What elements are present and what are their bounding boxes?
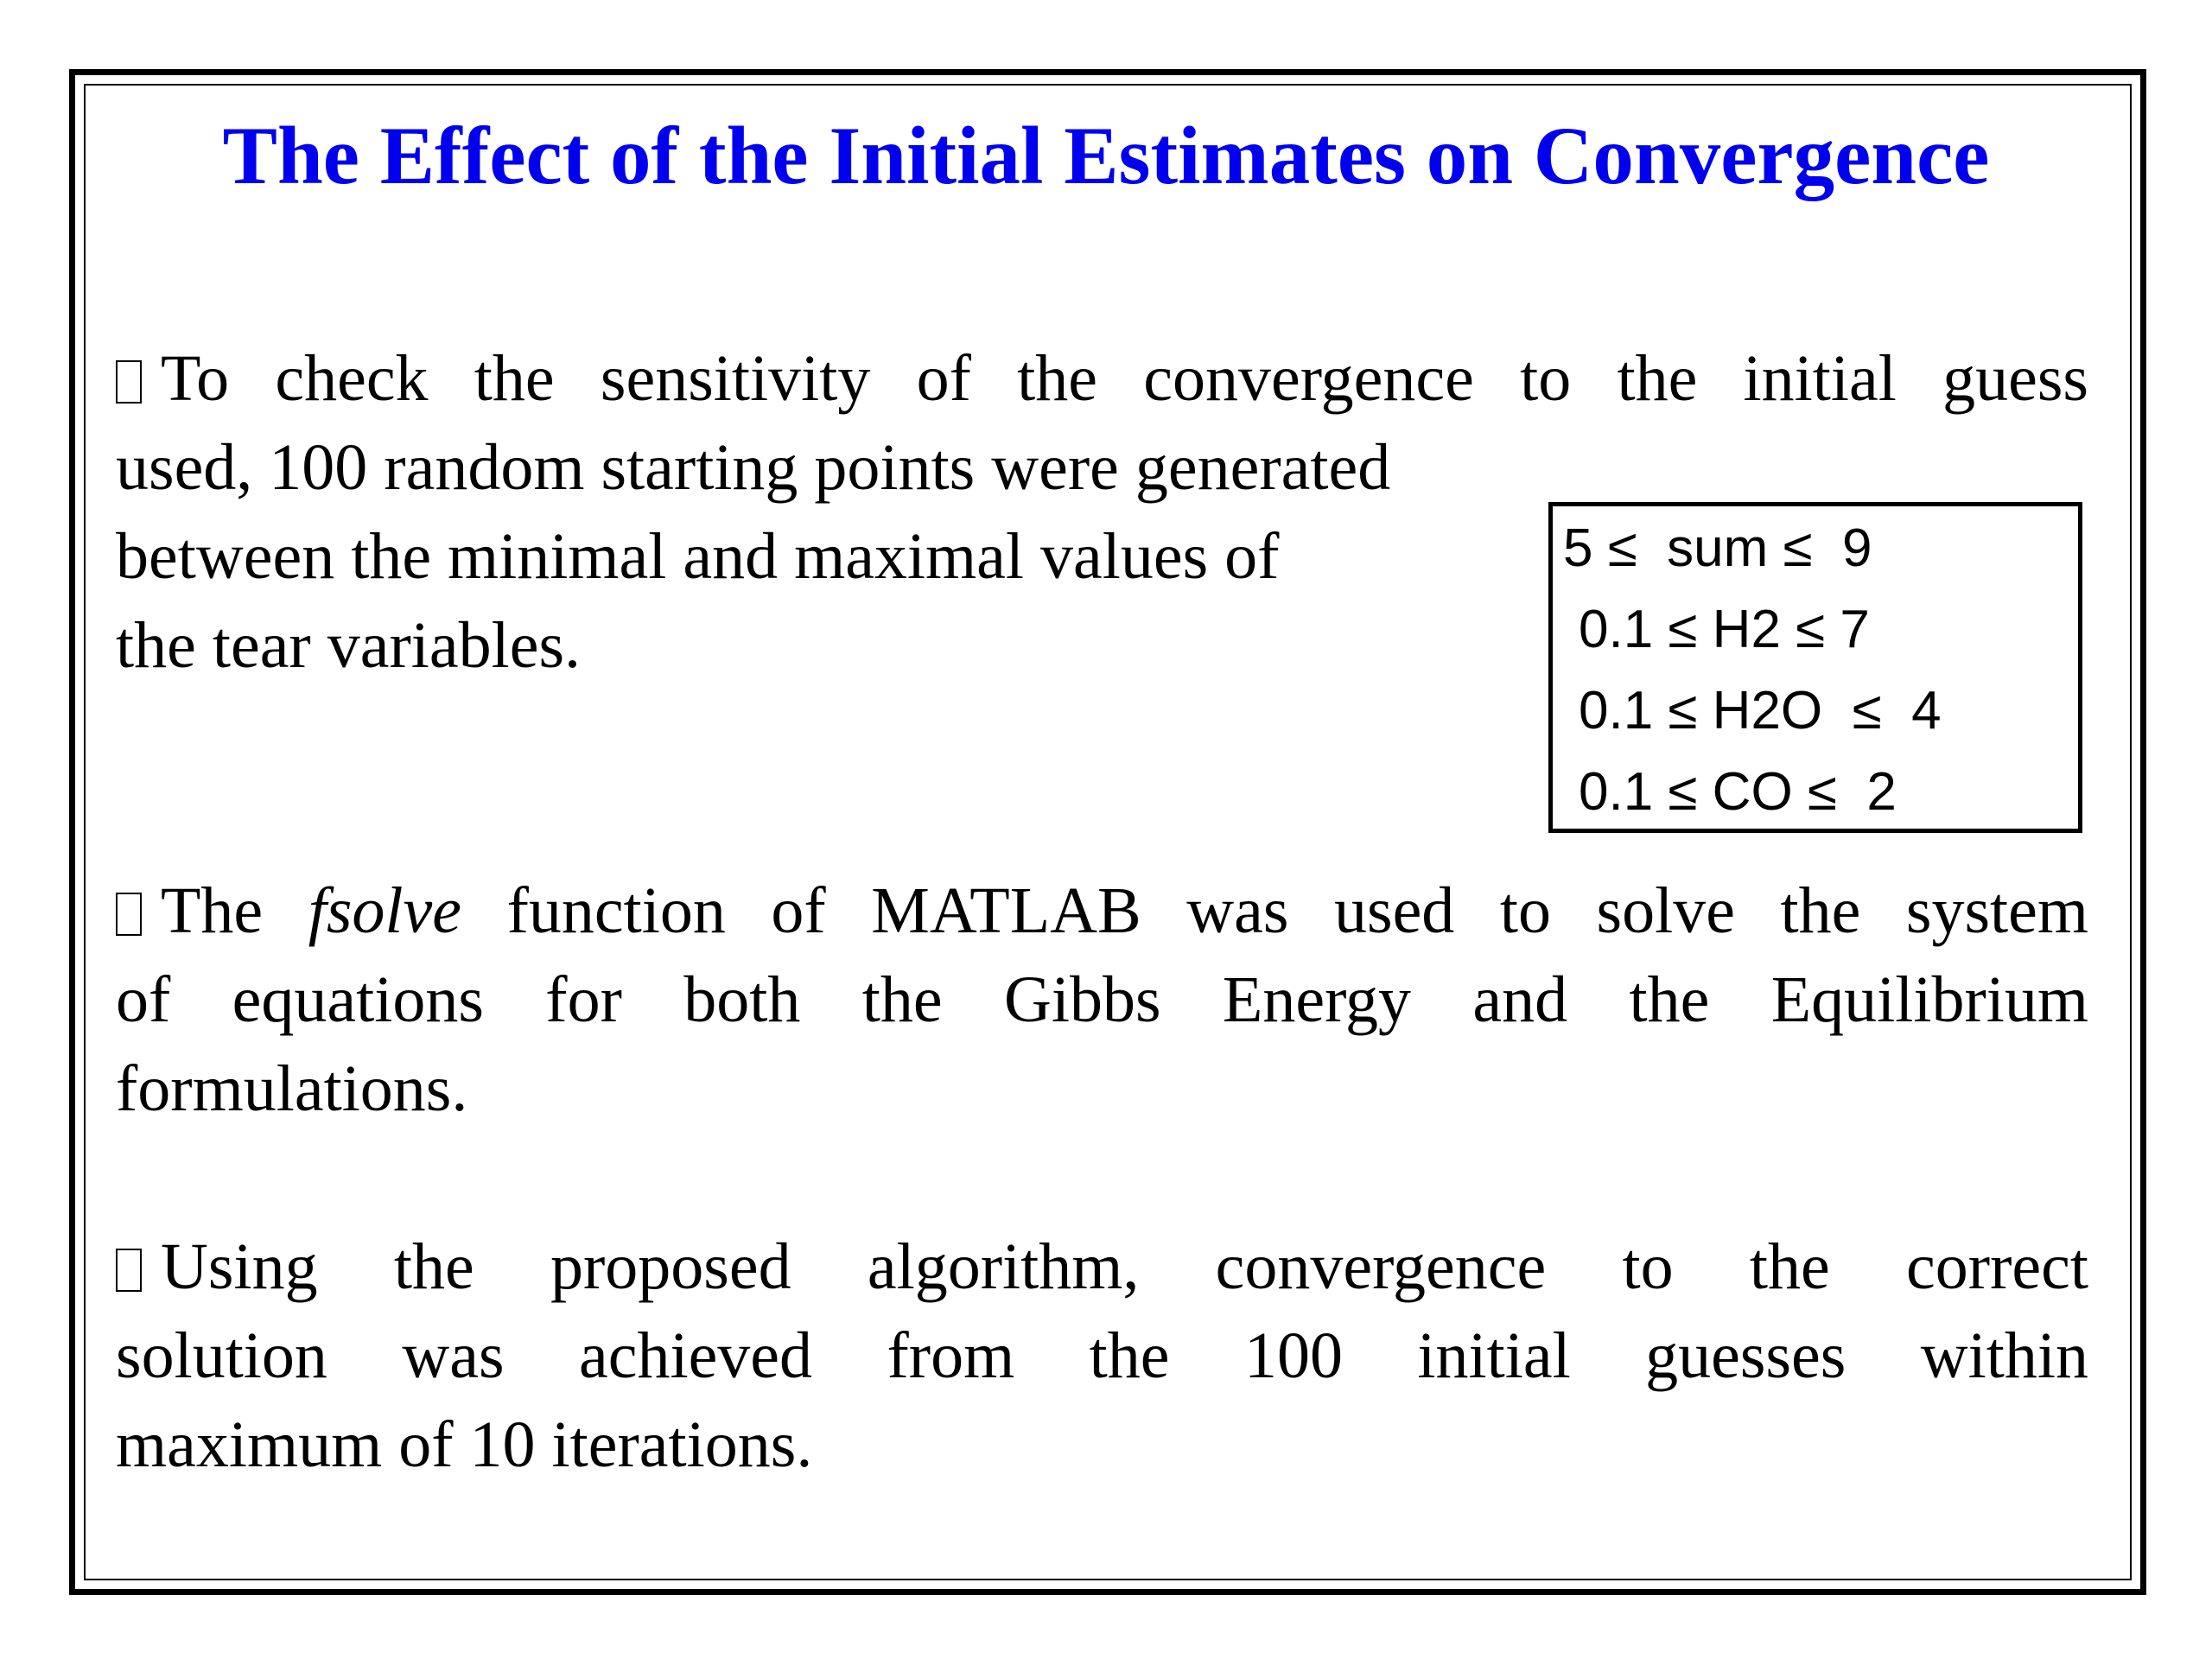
paragraph-sensitivity-continued: [116, 512, 1498, 690]
constraint-co: 0.1 ≤ CO ≤ 2: [1579, 762, 1897, 822]
paragraph-3-line-1: Using the proposed algorithm, convergence to the correct: [116, 1223, 2088, 1312]
paragraph-1-line-4: the tear variables.: [116, 609, 582, 682]
bullet-box-icon: [116, 360, 142, 404]
constraints-box: [1548, 502, 2082, 833]
paragraph-1-line-3: between the minimal and maximal values of: [116, 520, 1280, 593]
paragraph-fsolve: [116, 867, 2088, 1134]
paragraph-convergence-result: [116, 1223, 2088, 1490]
constraint-h2: 0.1 ≤ H2 ≤ 7: [1579, 600, 1870, 659]
paragraph-3-line-2: solution was achieved from the 100 initial guesses within: [116, 1319, 2088, 1392]
paragraph-1-line-1: To check the sensitivity of the convergence to the initial guess: [116, 334, 2088, 423]
paragraph-2-line-2: of equations for both the Gibbs Energy and the Equilibrium: [116, 963, 2088, 1036]
fsolve-function-name: fsolve: [308, 874, 461, 947]
bullet-box-icon: [116, 893, 142, 936]
paragraph-2-line-3: formulations.: [116, 1052, 468, 1125]
paragraph-3-line-3: maximum of 10 iterations.: [116, 1408, 813, 1481]
paragraph-sensitivity: [116, 334, 2088, 512]
paragraph-1-line-2: used, 100 random starting points were generated: [116, 431, 1391, 504]
bullet-box-icon: [116, 1249, 142, 1292]
slide-title: The Effect of the Initial Estimates on Convergence: [222, 110, 1990, 201]
constraint-sum: 5 ≤ sum ≤ 9: [1563, 518, 1872, 578]
paragraph-2-line-1: The fsolve function of MATLAB was used to solve the system: [116, 867, 2088, 956]
constraint-h2o: 0.1 ≤ H2O ≤ 4: [1579, 681, 1942, 741]
